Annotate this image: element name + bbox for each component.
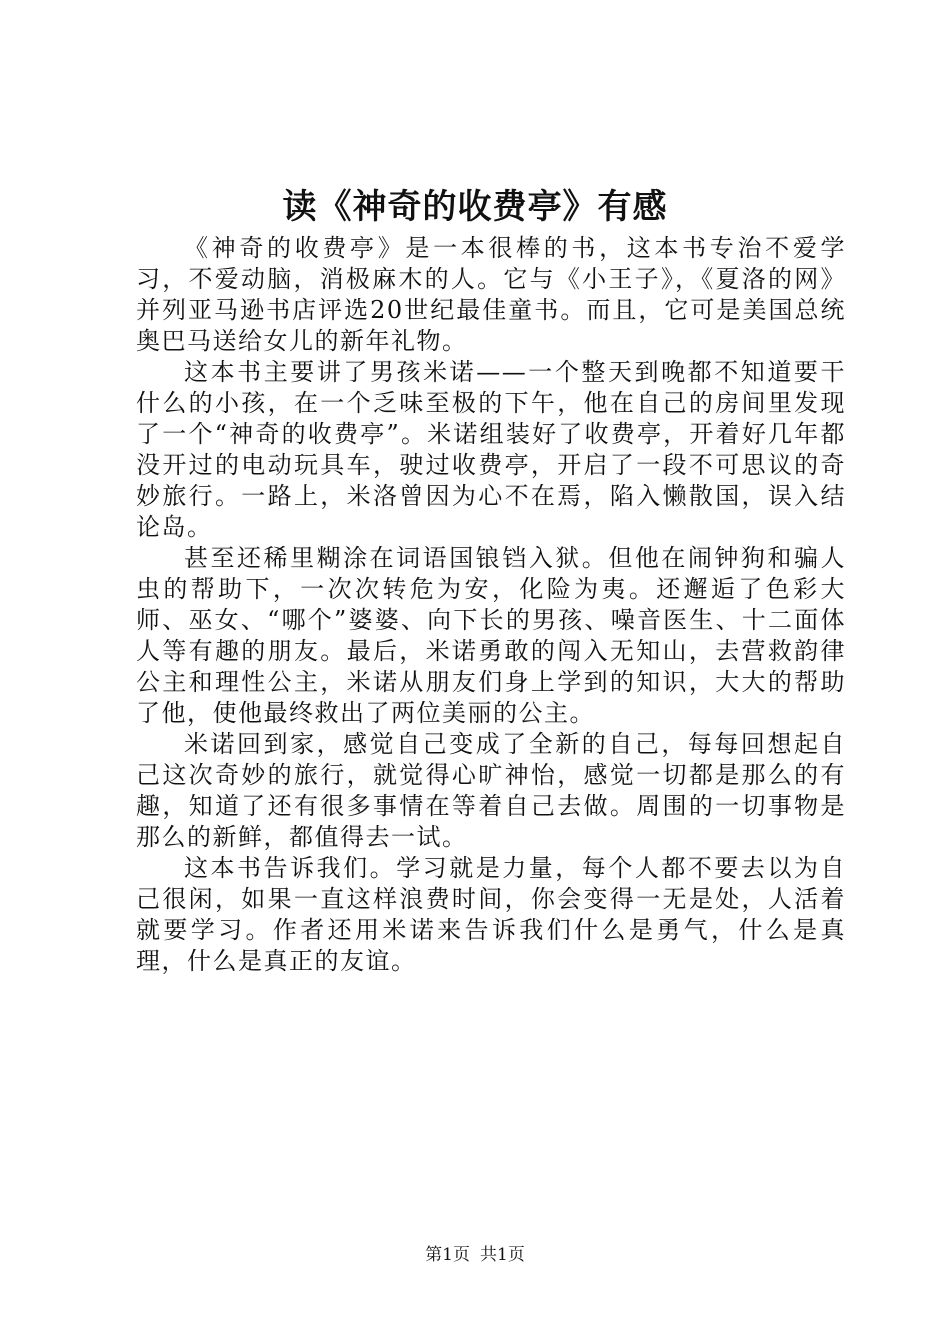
document-title: 读《神奇的收费亭》有感 bbox=[282, 187, 668, 227]
page-number: 第1页 bbox=[425, 1245, 470, 1265]
paragraph: 米诺回到家，感觉自己变成了全新的自己，每每回想起自己这次奇妙的旅行，就觉得心旷神怡，感觉一切都是那么的有趣，知道了还有很多事情在等着自己去做。周围的一切事物是那么的新鲜，都值得去一试。 bbox=[136, 730, 846, 851]
paragraph: 这本书告诉我们。学习就是力量，每个人都不要去以为自己很闲，如果一直这样浪费时间，你会变得一无是处，人活着就要学习。作者还用米诺来告诉我们什么是勇气，什么是真理，什么是真正的友谊。 bbox=[136, 854, 846, 975]
document-body bbox=[136, 233, 846, 977]
page-total: 共1页 bbox=[480, 1245, 525, 1265]
paragraph: 《神奇的收费亭》是一本很棒的书，这本书专治不爱学习，不爱动脑，消极麻木的人。它与《小王子》，《夏洛的网》并列亚马逊书店评选20世纪最佳童书。而且，它可是美国总统奥巴马送给女儿的新年礼物。 bbox=[136, 234, 846, 355]
page-footer bbox=[0, 1243, 950, 1267]
paragraph: 这本书主要讲了男孩米诺——一个整天到晚都不知道要干什么的小孩，在一个乏味至极的下午，他在自己的房间里发现了一个“神奇的收费亭”。米诺组装好了收费亭，开着好几年都没开过的电动玩具车，驶过收费亭，开启了一段不可思议的奇妙旅行。一路上，米洛曾因为心不在焉，陷入懒散国，误入结论岛。 bbox=[136, 358, 846, 541]
paragraph: 甚至还稀里糊涂在词语国锒铛入狱。但他在闹钟狗和骗人虫的帮助下，一次次转危为安，化险为夷。还邂逅了色彩大师、巫女、“哪个”婆婆、向下长的男孩、噪音医生、十二面体人等有趣的朋友。最后，米诺勇敢的闯入无知山，去营救韵律公主和理性公主，米诺从朋友们身上学到的知识，大大的帮助了他，使他最终救出了两位美丽的公主。 bbox=[136, 544, 846, 727]
